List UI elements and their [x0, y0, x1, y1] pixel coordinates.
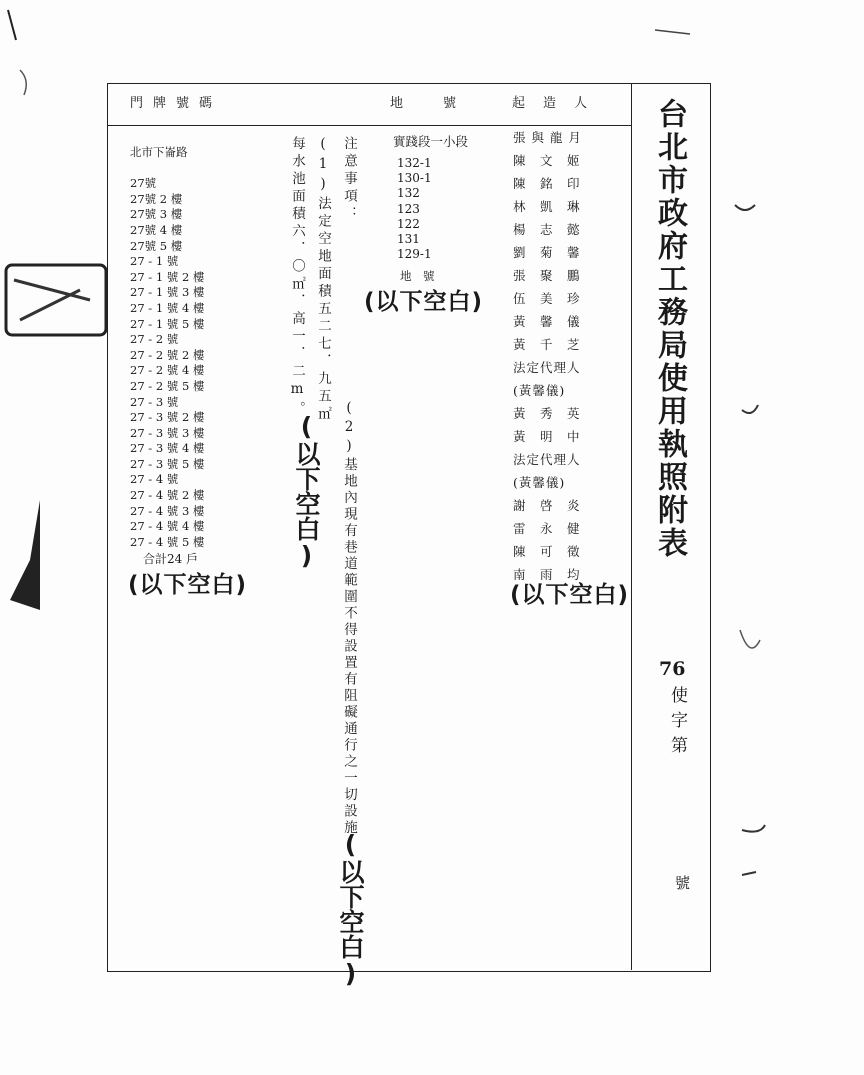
blank-mark-note-1: (以下空白) [292, 412, 321, 570]
doc-number-prefix: 使字第 [667, 686, 687, 761]
header-land: 地號 [390, 96, 497, 111]
blank-mark-address: (以下空白) [128, 572, 248, 598]
header-builder: 起造人 [512, 96, 606, 111]
doc-number: 76 [659, 658, 686, 680]
note-item-1: (1)法定空地面積五二七．九五㎡ [315, 136, 331, 424]
land-label: 地 號 [400, 269, 435, 283]
land-number-list: 132-1 130-1 132 123 122 131 129-1 [397, 156, 432, 262]
blank-mark-builder: (以下空白) [510, 582, 630, 608]
household-total: 合計24 戶 [143, 552, 199, 566]
builder-list: 張 與 龍 月 陳 文 姬 陳 銘 印 林 凱 琳 楊 志 懿 劉 菊 馨 張 聚 鵬 伍 美 珍 黃 馨 儀 黃 千 芝 法定代理人 (黃馨儀) 黃 秀 英 黃 明 中 法定代理人 (黃馨儀) 謝 啓 炎 雷 永 健 陳 可 徵 南 雨 均 [513, 130, 582, 582]
document-title: 台北市政府工務局使用執照附表 [652, 98, 687, 560]
header-address: 門牌號碼 [130, 96, 223, 111]
blank-mark-note-2: (以下空白) [336, 830, 365, 988]
land-section: 實踐段一小段 [393, 134, 469, 149]
doc-number-suffix: 號 [673, 875, 691, 890]
blank-mark-land: (以下空白) [364, 289, 484, 315]
address-list: 北市下崙路 27號 27號 2 樓 27號 3 樓 27號 4 樓 27號 5 樓 27 - 1 號 27 - 1 號 2 樓 27 - 1 號 3 樓 27 - 1 號 4 樓 27 - 1 號 5 樓 27 - 2 號 27 - 2 號 2 樓 27 - 2 號 4 樓 27 - 2 號 5 樓 27 - 3 號 27 - 3 號 2 樓 27 - 3 號 3 樓 27 - 3 號 4 樓 27 - 3 號 5 樓 27 - 4 號 27 - 4 號 2 樓 27 - 4 號 3 樓 27 - 4 號 4 樓 27 - 4 號 5 樓 [130, 145, 205, 549]
note-item-2: (2)基地內現有巷道範圍不得設置有阻礙通行之一切設施 [341, 400, 357, 837]
note-item-1b: 每水池面積六．〇㎡．高一．二m。 [289, 136, 305, 419]
notes-heading: 注意事項： [341, 136, 357, 224]
